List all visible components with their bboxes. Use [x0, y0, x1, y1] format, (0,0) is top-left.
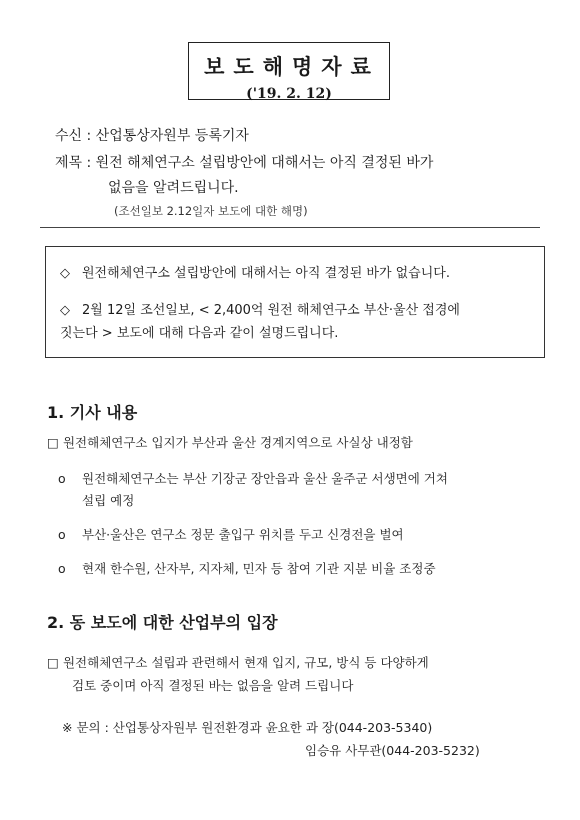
- summary-item-text: 2월 12일 조선일보, < 2,400억 원전 해체연구소 부산·울산 접경에: [82, 303, 460, 318]
- summary-item: [60, 263, 450, 285]
- document-title: 보도해명자료: [204, 54, 380, 79]
- recipient-label: 수신 :: [55, 128, 92, 144]
- square-bullet-icon: □: [47, 435, 59, 450]
- square-bullet-icon: □: [47, 655, 59, 670]
- subject-text-1: 원전 해체연구소 설립방안에 대해서는 아직 결정된 바가: [95, 155, 434, 171]
- list-item: [58, 558, 436, 580]
- section-heading: 1. 기사 내용: [47, 403, 138, 422]
- summary-box: [45, 246, 545, 358]
- list-item-text: 원전해체연구소는 부산 기장군 장안읍과 울산 울주군 서생면에 거쳐: [82, 471, 448, 486]
- contact-line-2: 임승유 사무관(044-203-5232): [305, 743, 480, 758]
- diamond-icon: ◇: [60, 303, 70, 318]
- list-item: [47, 652, 429, 674]
- title-box: [188, 42, 390, 100]
- contact-text: 문의 : 산업통상자원부 원전환경과 윤요한 과 장(044-203-5340): [76, 720, 433, 735]
- list-item-continuation: 검토 중이며 아직 결정된 바는 없음을 알려 드립니다: [72, 678, 354, 693]
- reference-note: (조선일보 2.12일자 보도에 대한 해명): [114, 204, 308, 218]
- list-item: [47, 432, 413, 454]
- document-date: ('19. 2. 12): [246, 86, 332, 102]
- subject-line: [55, 152, 433, 172]
- subject-text-2: 없음을 알려드립니다.: [108, 180, 239, 196]
- summary-item: [60, 300, 460, 322]
- circle-bullet-icon: o: [58, 561, 66, 576]
- list-item: [58, 524, 404, 546]
- recipient-line: [55, 125, 249, 145]
- summary-item-continuation: 짓는다 > 보도에 대해 다음과 같이 설명드립니다.: [60, 326, 339, 341]
- list-item-continuation: 설립 예정: [82, 493, 135, 508]
- list-item-text: 원전해체연구소 설립과 관련해서 현재 입지, 규모, 방식 등 다양하게: [62, 655, 429, 670]
- circle-bullet-icon: o: [58, 527, 66, 542]
- contact-line: [62, 717, 432, 739]
- section-heading: 2. 동 보도에 대한 산업부의 입장: [47, 613, 278, 632]
- list-item-text: 원전해체연구소 입지가 부산과 울산 경계지역으로 사실상 내정함: [62, 435, 413, 450]
- list-item-text: 부산·울산은 연구소 정문 출입구 위치를 두고 신경전을 벌여: [82, 527, 404, 542]
- list-item-text: 현재 한수원, 산자부, 지자체, 민자 등 참여 기관 지분 비율 조정중: [82, 561, 436, 576]
- subject-label: 제목 :: [55, 155, 92, 171]
- diamond-icon: ◇: [60, 266, 70, 281]
- circle-bullet-icon: o: [58, 471, 66, 486]
- summary-item-text: 원전해체연구소 설립방안에 대해서는 아직 결정된 바가 없습니다.: [82, 266, 450, 281]
- recipient: 산업통상자원부 등록기자: [95, 128, 249, 144]
- header-divider: [40, 227, 540, 228]
- asterisk-icon: ※: [62, 720, 73, 735]
- list-item: [58, 468, 448, 490]
